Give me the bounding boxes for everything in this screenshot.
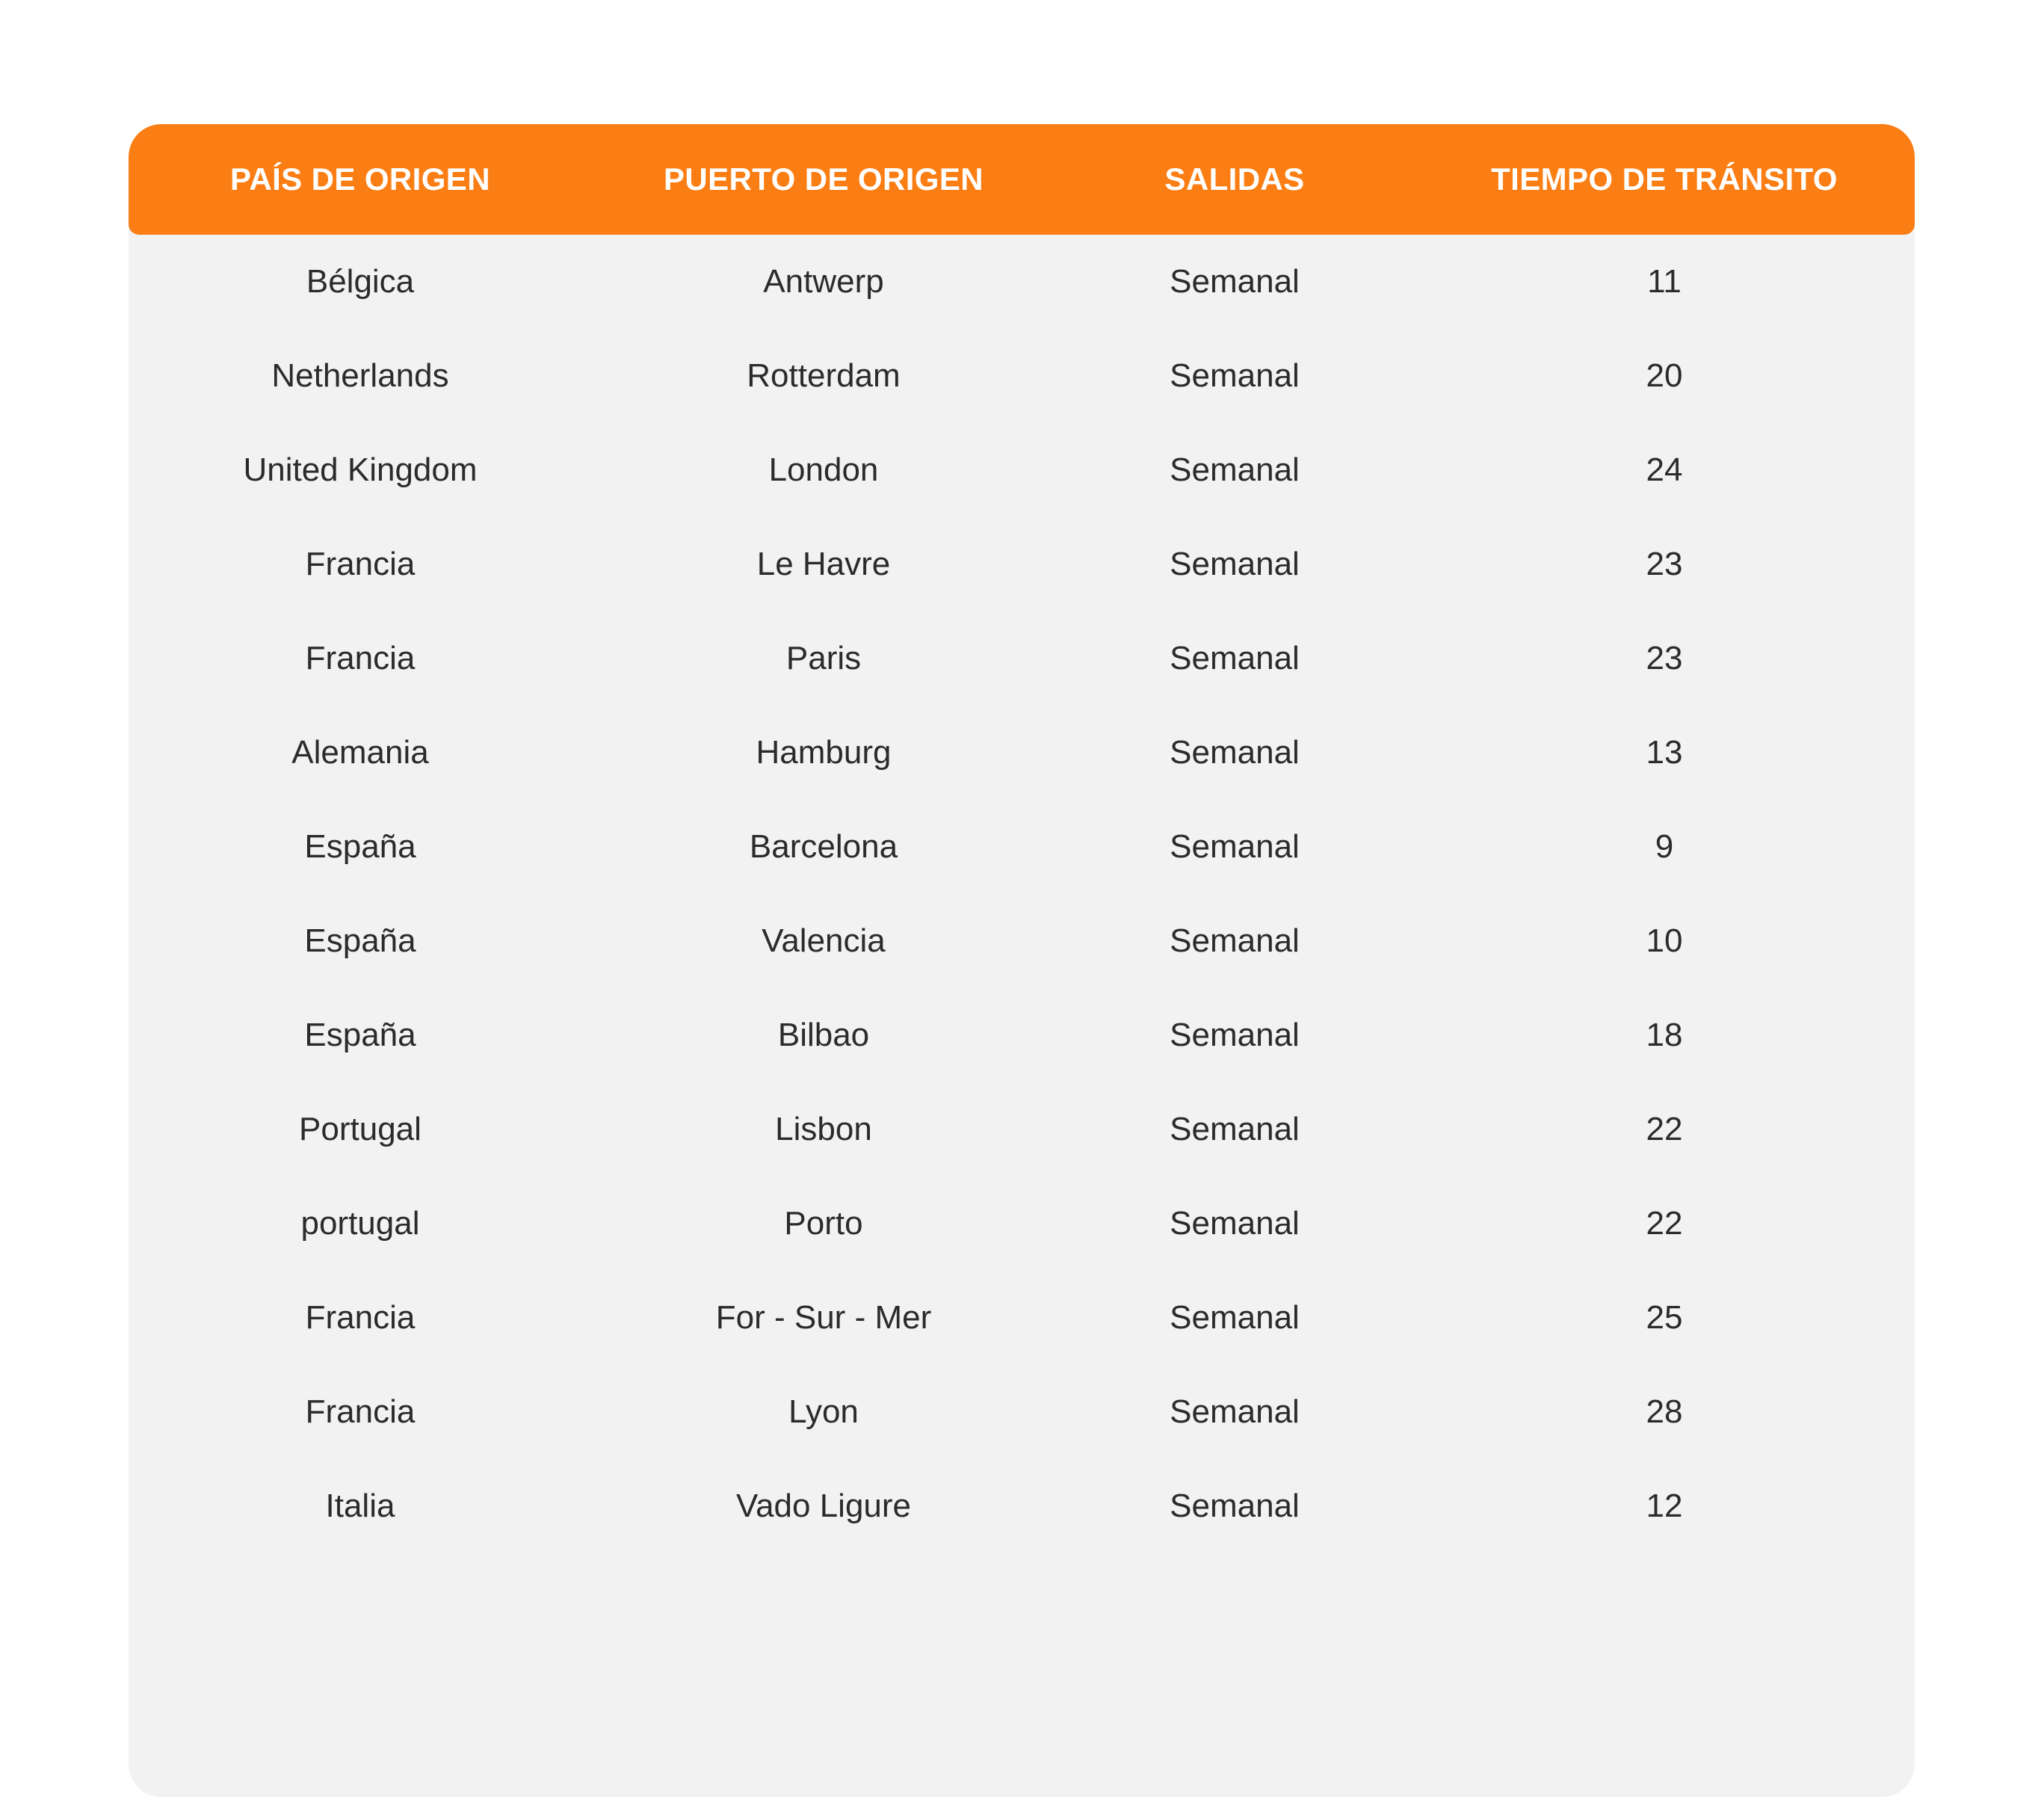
cell-puerto: Bilbao (777, 1017, 870, 1053)
cell-puerto: Hamburg (756, 734, 892, 771)
table-header-row (129, 124, 1915, 235)
cell-pais: Francia (305, 1393, 416, 1430)
table-row (129, 706, 1915, 800)
table-row (129, 800, 1915, 894)
cell-puerto: Barcelona (749, 828, 898, 865)
cell-transito: 22 (1646, 1111, 1683, 1147)
column-header-puerto-de-origen: PUERTO DE ORIGEN (663, 161, 984, 197)
table-row (129, 1459, 1915, 1553)
cell-pais: Portugal (299, 1111, 422, 1147)
cell-salidas: Semanal (1170, 1017, 1300, 1053)
cell-puerto: Paris (785, 640, 862, 676)
cell-pais: Alemania (291, 734, 429, 771)
cell-transito: 10 (1646, 922, 1683, 959)
column-header-tiempo-de-transito: TIEMPO DE TRÁNSITO (1491, 161, 1838, 197)
cell-salidas: Semanal (1170, 451, 1300, 488)
cell-salidas: Semanal (1170, 734, 1300, 771)
cell-puerto: London (768, 451, 879, 488)
cell-transito: 11 (1647, 263, 1682, 300)
cell-pais: Italia (325, 1488, 395, 1524)
cell-pais: Francia (305, 1299, 416, 1336)
cell-pais: España (304, 828, 416, 865)
cell-transito: 24 (1646, 451, 1683, 488)
cell-salidas: Semanal (1170, 640, 1300, 676)
cell-puerto: For - Sur - Mer (715, 1299, 932, 1336)
cell-salidas: Semanal (1170, 922, 1300, 959)
table-row (129, 517, 1915, 611)
cell-salidas: Semanal (1170, 1205, 1300, 1242)
cell-salidas: Semanal (1170, 828, 1300, 865)
cell-puerto: Porto (784, 1205, 863, 1242)
cell-salidas: Semanal (1170, 1111, 1300, 1147)
cell-puerto: Le Havre (756, 546, 891, 582)
table-row (129, 329, 1915, 423)
table-row (129, 423, 1915, 517)
cell-pais: Netherlands (271, 357, 449, 394)
table-row (129, 988, 1915, 1082)
column-header-salidas: SALIDAS (1164, 161, 1305, 197)
cell-pais: Bélgica (306, 263, 415, 300)
cell-puerto: Lyon (788, 1393, 859, 1430)
table-row (129, 1271, 1915, 1365)
table-row (129, 894, 1915, 988)
cell-pais: Francia (305, 640, 416, 676)
cell-transito: 13 (1646, 734, 1683, 771)
cell-transito: 23 (1646, 640, 1683, 676)
cell-puerto: Vado Ligure (735, 1488, 912, 1524)
cell-transito: 23 (1646, 546, 1683, 582)
cell-salidas: Semanal (1170, 1299, 1300, 1336)
table-body (129, 235, 1915, 1553)
table-row (129, 1082, 1915, 1177)
cell-transito: 25 (1646, 1299, 1683, 1336)
cell-salidas: Semanal (1170, 546, 1300, 582)
cell-salidas: Semanal (1170, 1393, 1300, 1430)
cell-pais: España (304, 922, 416, 959)
cell-salidas: Semanal (1170, 263, 1300, 300)
table-row (129, 1177, 1915, 1271)
cell-transito: 20 (1646, 357, 1683, 394)
cell-transito: 12 (1646, 1488, 1683, 1524)
cell-transito: 9 (1655, 828, 1674, 865)
cell-transito: 18 (1646, 1017, 1683, 1053)
cell-pais: Francia (305, 546, 416, 582)
cell-puerto: Valencia (762, 922, 886, 959)
cell-transito: 22 (1646, 1205, 1683, 1242)
transit-times-table (129, 124, 1915, 1797)
cell-puerto: Antwerp (763, 263, 884, 300)
cell-salidas: Semanal (1170, 357, 1300, 394)
cell-puerto: Rotterdam (747, 357, 901, 394)
cell-transito: 28 (1646, 1393, 1683, 1430)
cell-salidas: Semanal (1170, 1488, 1300, 1524)
column-header-pais-de-origen: PAÍS DE ORIGEN (230, 161, 490, 197)
cell-pais: United Kingdom (243, 451, 478, 488)
cell-pais: España (304, 1017, 416, 1053)
table-row (129, 611, 1915, 706)
cell-puerto: Lisbon (775, 1111, 872, 1147)
table-row (129, 1365, 1915, 1459)
table-row (129, 235, 1915, 329)
cell-pais: portugal (300, 1205, 420, 1242)
